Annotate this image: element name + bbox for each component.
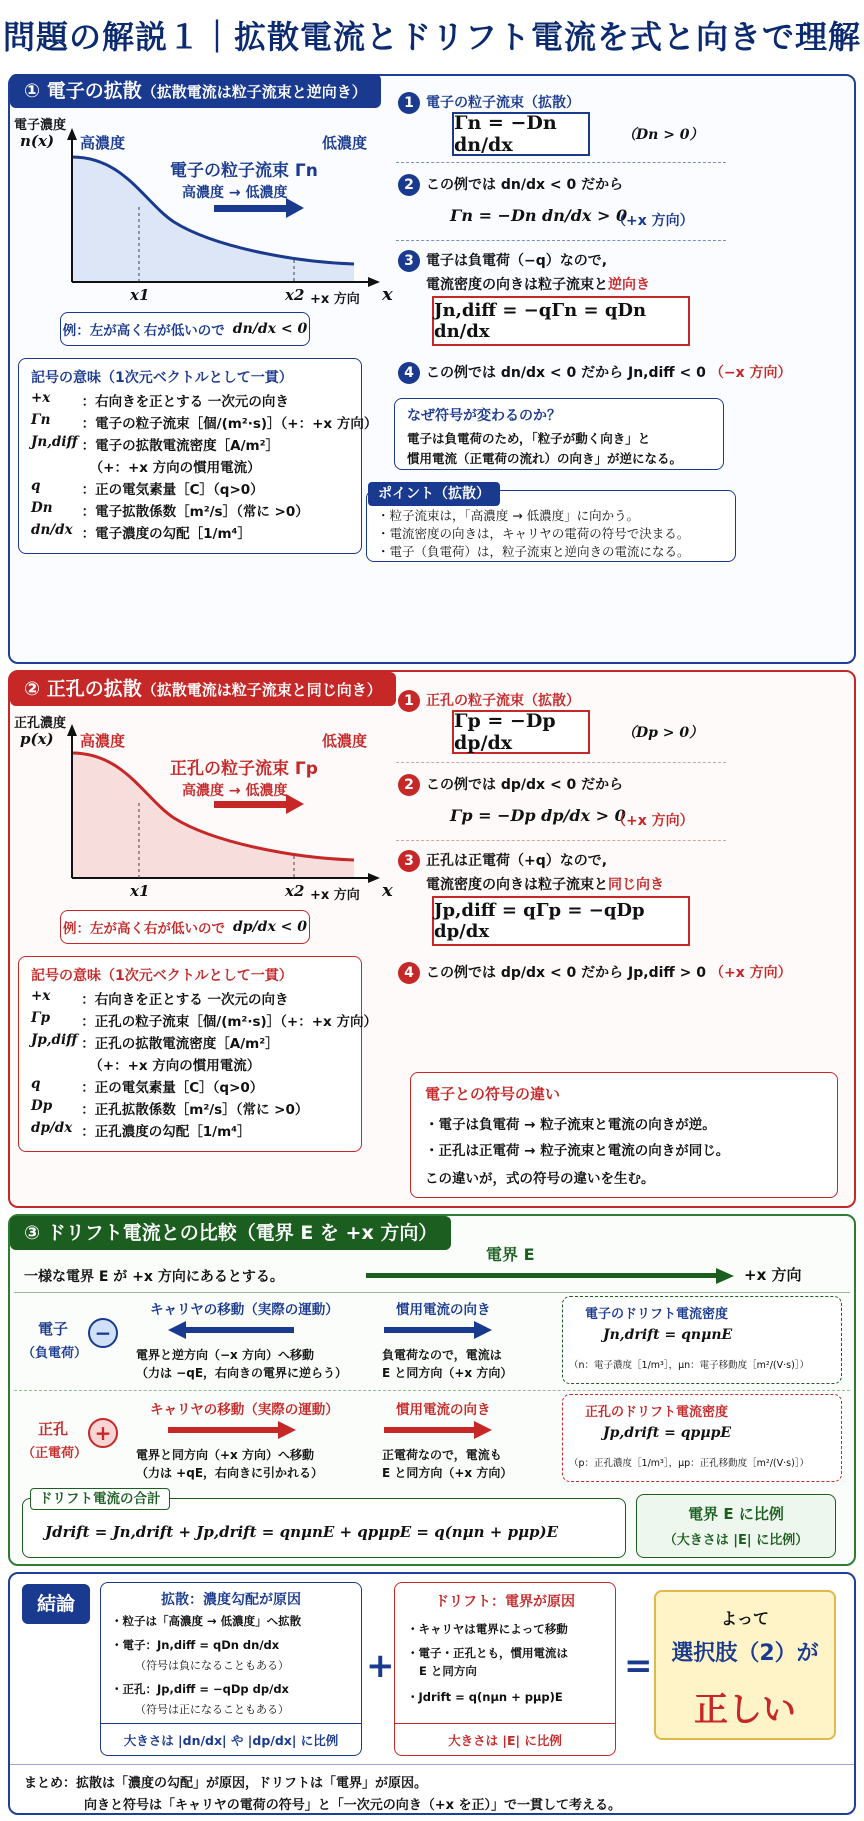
- col-move-2: キャリヤの移動（実際の運動）: [150, 1402, 339, 1418]
- symbol-desc: ：電子拡散係数［m²/s］（常に >0）: [81, 504, 309, 520]
- hole-sign-icon: +: [88, 1418, 118, 1448]
- answer-box: よって 選択肢（2）が 正しい: [654, 1590, 836, 1740]
- hole-move-arrow: [168, 1420, 298, 1440]
- graph1-arrow-text: 高濃度 → 低濃度: [182, 185, 288, 201]
- graph1-xdir: +x 方向: [310, 292, 360, 307]
- s2-step3: 3 正孔は正電荷（+q）なので,: [398, 850, 607, 872]
- electron-drift-box: 電子のドリフト電流密度 Jn,drift = qnμnE （n：電子濃度［1/m³］，μn：電子移動度［m²/(V·s)］）: [562, 1296, 842, 1384]
- s1-step3: 3 電子は負電荷（−q）なので,: [398, 250, 607, 272]
- s2-formula2: Γp = −Dp dp/dx > 0: [450, 806, 626, 825]
- col-current-2: 慣用電流の向き: [396, 1402, 491, 1418]
- s2-step1: 1 正孔の粒子流束（拡散）: [398, 690, 580, 712]
- section1-header: ① 電子の拡散（拡散電流は粒子流束と逆向き）: [10, 74, 381, 108]
- graph2-xdir: +x 方向: [310, 888, 360, 903]
- plus-sign: +: [366, 1646, 395, 1686]
- symbol-name: q: [31, 1076, 41, 1092]
- symbol-name: dn/dx: [31, 522, 73, 538]
- conclusion-label: 結論: [22, 1584, 90, 1624]
- s2-formula1: Γp = −Dp dp/dx: [452, 710, 590, 754]
- symbol-row: [29, 1009, 379, 1031]
- graph2-x2: x2: [285, 882, 305, 900]
- drift-intro: 一様な電界 E が +x 方向にあるとする。: [24, 1269, 284, 1285]
- symbol-name: +x: [31, 390, 51, 406]
- symbol-row: [29, 1053, 379, 1075]
- graph1-flux-label: 電子の粒子流束 Γn: [170, 161, 318, 181]
- symbol-row: [29, 1075, 379, 1097]
- graph1-xaxis: x: [382, 284, 393, 305]
- symbol-desc: （+：+x 方向の慣用電流）: [89, 1058, 261, 1074]
- symbol-desc: ：電子の粒子流束［個/(m²·s)］（+：+x 方向）: [81, 416, 378, 432]
- drift-electron-name: 電子: [38, 1320, 69, 1338]
- symbols2-table: [29, 987, 379, 1141]
- summary-line-1: まとめ：拡散は「濃度の勾配」が原因，ドリフトは「電界」が原因。: [24, 1776, 428, 1791]
- diffusion-summary-box: 拡散：濃度勾配が原因 ・粒子は「高濃度 → 低濃度」へ拡散 ・電子：Jn,diff = qDn dn/dx （符号は負になることもある） ・正孔：Jp,diff = −qDp dp/dx （符号は正になることもある） 大きさは |dn/dx| や |dp/dx| に比例: [100, 1582, 362, 1756]
- symbol-desc: ：正の電気素量［C］（q>0）: [81, 1080, 264, 1096]
- summary-line-2: 向きと符号は「キャリヤの電荷の符号」と「一次元の向き（+x を正）」で一貫して考える。: [84, 1798, 622, 1813]
- electron-cur-1: 負電荷なので，電流は: [382, 1348, 502, 1362]
- equals-sign: =: [624, 1646, 653, 1686]
- graph1-high: 高濃度: [80, 134, 126, 152]
- symbol-desc: ：電子の拡散電流密度［A/m²］: [81, 438, 279, 454]
- graph1-yvar: n(x): [20, 132, 55, 150]
- s1-note1: （Dn > 0）: [622, 127, 704, 143]
- symbol-row: [29, 521, 379, 543]
- symbols1-table: [29, 389, 379, 543]
- symbol-desc: （+：+x 方向の慣用電流）: [89, 460, 261, 476]
- symbol-desc: ：右向きを正とする 一次元の向き: [81, 394, 289, 410]
- hole-drift-box: 正孔のドリフト電流密度 Jp,drift = qpμpE （p：正孔濃度［1/m³］，μp：正孔移動度［m²/(V·s)］）: [562, 1394, 842, 1482]
- section3-header: ③ ドリフト電流との比較（電界 E を +x 方向）: [10, 1216, 451, 1250]
- symbol-desc: ：正孔拡散係数［m²/s］（常に >0）: [81, 1102, 309, 1118]
- electron-move-1: 電界と逆方向（−x 方向）へ移動: [136, 1348, 314, 1362]
- symbol-row: [29, 499, 379, 521]
- s1-formula2: Γn = −Dn dn/dx > 0: [450, 206, 628, 225]
- graph1-ylabel: 電子濃度: [14, 118, 67, 133]
- graph2-arrow-text: 高濃度 → 低濃度: [182, 783, 288, 799]
- drift-hole-name: 正孔: [38, 1420, 69, 1438]
- symbol-row: [29, 1097, 379, 1119]
- symbol-desc: ：正孔の拡散電流密度［A/m²］: [81, 1036, 279, 1052]
- col-current-1: 慣用電流の向き: [396, 1302, 491, 1318]
- graph1-x2: x2: [285, 286, 305, 304]
- symbol-row: [29, 433, 379, 455]
- symbol-row: [29, 1031, 379, 1053]
- page-title: 問題の解説１｜拡散電流とドリフト電流を式と向きで理解: [2, 18, 861, 56]
- s1-note2: （+x 方向）: [612, 213, 694, 229]
- symbol-name: [29, 1053, 79, 1075]
- symbol-row: [29, 987, 379, 1009]
- hole-cur-2: E と同方向（+x 方向）: [382, 1466, 513, 1480]
- s1-step1: 1 電子の粒子流束（拡散）: [398, 92, 580, 114]
- symbol-name: +x: [31, 988, 51, 1004]
- electron-current-arrow: [384, 1320, 494, 1340]
- s1-formula1: Γn = −Dn dn/dx: [452, 112, 590, 156]
- graph2-high: 高濃度: [80, 732, 126, 750]
- electron-sign-icon: −: [88, 1318, 118, 1348]
- drift-electron-sub: （負電荷）: [22, 1346, 88, 1361]
- symbol-name: Γp: [31, 1010, 51, 1026]
- symbol-name: Dn: [31, 500, 53, 516]
- s2-formula3: Jp,diff = qΓp = −qDp dp/dx: [432, 896, 690, 946]
- symbol-row: [29, 455, 379, 477]
- field-dir: +x 方向: [744, 1266, 802, 1284]
- hole-cur-1: 正電荷なので，電流も: [382, 1448, 502, 1462]
- s1-step2: 2 この例では dn/dx < 0 だから: [398, 174, 623, 196]
- graph1-low: 低濃度: [322, 134, 368, 152]
- s1-formula3: Jn,diff = −qΓn = qDn dn/dx: [432, 296, 690, 346]
- field-arrow: [366, 1266, 736, 1286]
- example2-box: 例：左が高く右が低いので dp/dx < 0: [60, 910, 310, 944]
- hole-move-2: （力は +qE，右向きに引かれる）: [136, 1466, 324, 1480]
- symbol-row: [29, 477, 379, 499]
- symbol-name: Dp: [31, 1098, 53, 1114]
- symbol-row: [29, 389, 379, 411]
- col-move-1: キャリヤの移動（実際の運動）: [150, 1302, 339, 1318]
- symbol-row: [29, 411, 379, 433]
- symbol-name: Γn: [31, 412, 51, 428]
- drift-total-box: Jdrift = Jn,drift + Jp,drift = qnμnE + qpμpE = q(nμn + pμp)E: [22, 1498, 626, 1558]
- symbol-name: dp/dx: [31, 1120, 73, 1136]
- s2-note2: （+x 方向）: [612, 813, 694, 829]
- drift-summary-box: ドリフト：電界が原因 ・キャリヤは電界によって移動 ・電子・正孔とも，慣用電流は E と同方向 ・Jdrift = q(nμn + pμp)E 大きさは |E| に比例: [394, 1582, 616, 1756]
- hole-move-1: 電界と同方向（+x 方向）へ移動: [136, 1448, 314, 1462]
- point-label: ポイント（拡散）: [368, 482, 500, 506]
- symbol-name: Jn,diff: [31, 434, 78, 450]
- electron-move-arrow: [168, 1320, 298, 1340]
- graph2-flux-label: 正孔の粒子流束 Γp: [170, 759, 318, 779]
- field-label: 電界 E: [486, 1245, 535, 1264]
- symbols2-box: 記号の意味（1次元ベクトルとして一貫） +x ：右向きを正とする 一次元の向き Γp ：正孔の粒子流束［個/(m²·s)］（+：+x 方向） Jp,diff ：正孔の拡散電流密度［A/m²］ （+：+x 方向の慣用電流） q ：正の電気素量［C］（q>0） Dp ：正孔拡散係数［m²/s］（常に >0） dp/dx ：正孔濃度の勾配［1/m⁴］: [18, 956, 362, 1152]
- drift-hole-sub: （正電荷）: [22, 1446, 88, 1461]
- graph2-xaxis: x: [382, 880, 393, 901]
- graph2-ylabel: 正孔濃度: [14, 716, 67, 731]
- section2-header: ② 正孔の拡散（拡散電流は粒子流束と同じ向き）: [10, 672, 396, 706]
- symbols1-box: 記号の意味（1次元ベクトルとして一貫） +x ：右向きを正とする 一次元の向き Γn ：電子の粒子流束［個/(m²·s)］（+：+x 方向） Jn,diff ：電子の拡散電流密度［A/m²］ （+：+x 方向の慣用電流） q ：正の電気素量［C］（q>0） Dn ：電子拡散係数［m²/s］（常に >0） dn/dx ：電子濃度の勾配［1/m⁴］: [18, 358, 362, 554]
- symbol-desc: ：正孔の粒子流束［個/(m²·s)］（+：+x 方向）: [81, 1014, 377, 1030]
- s2-step3-line2: 電流密度の向きは粒子流束と同じ向き: [426, 877, 664, 893]
- graph2-yvar: p(x): [20, 730, 54, 748]
- drift-total-label: ドリフト電流の合計: [30, 1488, 170, 1510]
- electron-cur-2: E と同方向（+x 方向）: [382, 1366, 513, 1380]
- symbol-name: q: [31, 478, 41, 494]
- symbol-name: [29, 455, 80, 477]
- graph1-x1: x1: [130, 286, 150, 304]
- s2-step2: 2 この例では dp/dx < 0 だから: [398, 774, 623, 796]
- graph2-x1: x1: [130, 882, 150, 900]
- s2-step4: 4 この例では dp/dx < 0 だから Jp,diff > 0 （+x 方向）: [398, 962, 792, 984]
- hole-current-arrow: [384, 1420, 494, 1440]
- electron-move-2: （力は −qE，右向きの電界に逆らう）: [136, 1366, 348, 1380]
- s1-step3-line2: 電流密度の向きは粒子流束と逆向き: [426, 277, 650, 293]
- symbol-desc: ：電子濃度の勾配［1/m⁴］: [81, 526, 251, 542]
- s2-note1: （Dp > 0）: [622, 725, 704, 741]
- why-box: なぜ符号が変わるのか？ 電子は負電荷のため，「粒子が動く向き」と 慣用電流（正電荷の流れ）の向き」が逆になる。: [394, 398, 724, 470]
- symbol-desc: ：右向きを正とする 一次元の向き: [81, 992, 289, 1008]
- graph2-low: 低濃度: [322, 732, 368, 750]
- symbol-name: Jp,diff: [31, 1032, 78, 1048]
- sign-diff-box: 電子との符号の違い ・電子は負電荷 → 粒子流束と電流の向きが逆。 ・正孔は正電荷 → 粒子流束と電流の向きが同じ。 この違いが，式の符号の違いを生む。: [410, 1072, 838, 1198]
- symbol-desc: ：正の電気素量［C］（q>0）: [81, 482, 264, 498]
- s1-step4: 4 この例では dn/dx < 0 だから Jn,diff < 0 （−x 方向）: [398, 362, 792, 384]
- symbol-row: [29, 1119, 379, 1141]
- prop-box: 電界 E に比例 （大きさは |E| に比例）: [636, 1494, 836, 1558]
- example1-box: 例：左が高く右が低いので dn/dx < 0: [60, 312, 310, 346]
- point-box: ・粒子流束は，「高濃度 → 低濃度」に向かう。 ・電流密度の向きは，キャリヤの電荷の符号で決まる。 ・電子（負電荷）は，粒子流束と逆向きの電流になる。: [366, 490, 736, 562]
- symbol-desc: ：正孔濃度の勾配［1/m⁴］: [81, 1124, 251, 1140]
